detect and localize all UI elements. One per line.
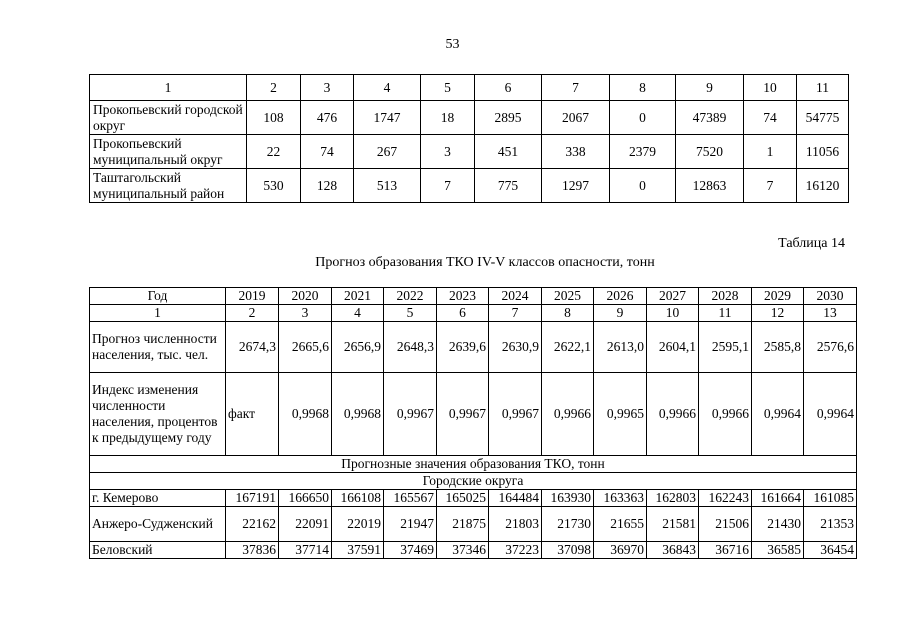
row-label: Прокопьевский городской округ [90,101,247,135]
table-cell: 37098 [542,542,594,559]
year-label: Год [90,288,226,305]
table-14 [89,287,857,559]
table-cell: 530 [247,169,301,203]
column-number: 11 [699,305,752,322]
header-cell: 6 [475,75,542,101]
table-cell: 37346 [437,542,489,559]
table-cell: 2379 [610,135,676,169]
column-number: 10 [647,305,699,322]
table-row [90,101,849,135]
column-number: 12 [752,305,804,322]
table-cell: 21430 [752,507,804,542]
table-cell: 37223 [489,542,542,559]
table-cell: 165025 [437,490,489,507]
table-cell: 108 [247,101,301,135]
table-cell: 2067 [542,101,610,135]
table-cell: 74 [744,101,797,135]
table-cell: 18 [421,101,475,135]
table-cell: 74 [301,135,354,169]
section-title: Прогнозные значения образования ТКО, тонн [90,456,857,473]
table-cell: факт [226,373,279,456]
table-13-continuation [89,74,849,203]
table-cell: 21803 [489,507,542,542]
year-cell: 2023 [437,288,489,305]
table-cell: 0,9966 [699,373,752,456]
table-cell: 36970 [594,542,647,559]
table-cell: 0,9965 [594,373,647,456]
table-cell: 0,9964 [804,373,857,456]
table-cell: 22091 [279,507,332,542]
header-cell: 2 [247,75,301,101]
column-number: 8 [542,305,594,322]
table-cell: 513 [354,169,421,203]
table-cell: 164484 [489,490,542,507]
column-number-row [90,305,857,322]
column-number: 4 [332,305,384,322]
table-cell: 2674,3 [226,322,279,373]
table-cell: 2665,6 [279,322,332,373]
year-cell: 2028 [699,288,752,305]
table-14-title: Прогноз образования ТКО IV-V классов опасности, тонн [315,255,655,270]
table-cell: 167191 [226,490,279,507]
row-label: г. Кемерово [90,490,226,507]
table-cell: 0 [610,169,676,203]
table-cell: 36843 [647,542,699,559]
table-cell: 21581 [647,507,699,542]
table-cell: 21506 [699,507,752,542]
table-cell: 3 [421,135,475,169]
table-cell: 267 [354,135,421,169]
page-number: 53 [445,37,460,52]
table-cell: 21947 [384,507,437,542]
column-number: 7 [489,305,542,322]
table-cell: 21353 [804,507,857,542]
table-cell: 37836 [226,542,279,559]
table-cell: 16120 [797,169,849,203]
table-cell: 37469 [384,542,437,559]
table-cell: 165567 [384,490,437,507]
table-row [90,169,849,203]
table-cell: 2613,0 [594,322,647,373]
table-cell: 162803 [647,490,699,507]
year-cell: 2021 [332,288,384,305]
table-cell: 163363 [594,490,647,507]
header-cell: 4 [354,75,421,101]
table-cell: 161085 [804,490,857,507]
index-row [90,373,857,456]
header-cell: 5 [421,75,475,101]
table-cell: 2595,1 [699,322,752,373]
table-cell: 2630,9 [489,322,542,373]
row-label: Беловский [90,542,226,559]
year-cell: 2022 [384,288,437,305]
table-cell: 2585,8 [752,322,804,373]
column-number: 13 [804,305,857,322]
table-cell: 2622,1 [542,322,594,373]
population-row [90,322,857,373]
table-cell: 7520 [676,135,744,169]
table-cell: 36716 [699,542,752,559]
table-cell: 1747 [354,101,421,135]
table-cell: 2576,6 [804,322,857,373]
year-cell: 2019 [226,288,279,305]
year-cell: 2025 [542,288,594,305]
table-cell: 0,9966 [542,373,594,456]
year-cell: 2026 [594,288,647,305]
table-cell: 2639,6 [437,322,489,373]
year-cell: 2020 [279,288,332,305]
table-cell: 7 [421,169,475,203]
column-number: 6 [437,305,489,322]
header-cell: 10 [744,75,797,101]
table-cell: 161664 [752,490,804,507]
subsection-title-row [90,473,857,490]
column-number: 5 [384,305,437,322]
table-cell: 0,9964 [752,373,804,456]
table-14-label: Таблица 14 [778,236,845,251]
table-cell: 338 [542,135,610,169]
table-cell: 0,9967 [489,373,542,456]
table-cell: 0,9967 [437,373,489,456]
header-cell: 3 [301,75,354,101]
header-cell: 7 [542,75,610,101]
table-cell: 22 [247,135,301,169]
table-cell: 21875 [437,507,489,542]
header-cell: 9 [676,75,744,101]
table-cell: 128 [301,169,354,203]
subsection-title: Городские округа [90,473,857,490]
year-cell: 2029 [752,288,804,305]
year-cell: 2024 [489,288,542,305]
table-cell: 0,9968 [332,373,384,456]
table-cell: 162243 [699,490,752,507]
section-title-row [90,456,857,473]
row-label: Анжеро-Судженский [90,507,226,542]
table-cell: 12863 [676,169,744,203]
column-number: 9 [594,305,647,322]
table-cell: 47389 [676,101,744,135]
year-row [90,288,857,305]
table-cell: 166108 [332,490,384,507]
row-label: Индекс изменения численности населения, процентов к предыдущему году [90,373,226,456]
table-cell: 2895 [475,101,542,135]
table-cell: 37714 [279,542,332,559]
table-cell: 7 [744,169,797,203]
header-cell: 1 [90,75,247,101]
table-cell: 2604,1 [647,322,699,373]
table-row [90,507,857,542]
table-cell: 54775 [797,101,849,135]
table-row [90,542,857,559]
column-number: 2 [226,305,279,322]
table-cell: 166650 [279,490,332,507]
table-header-row [90,75,849,101]
table-cell: 11056 [797,135,849,169]
table-cell: 22019 [332,507,384,542]
table-cell: 1 [744,135,797,169]
year-cell: 2027 [647,288,699,305]
table-cell: 476 [301,101,354,135]
table-row [90,135,849,169]
table-cell: 37591 [332,542,384,559]
table-cell: 163930 [542,490,594,507]
table-cell: 36585 [752,542,804,559]
table-cell: 36454 [804,542,857,559]
table-cell: 451 [475,135,542,169]
table-cell: 0,9967 [384,373,437,456]
table-row [90,490,857,507]
row-label: Прогноз численности населения, тыс. чел. [90,322,226,373]
table-cell: 21655 [594,507,647,542]
table-cell: 22162 [226,507,279,542]
year-cell: 2030 [804,288,857,305]
table-cell: 1297 [542,169,610,203]
header-cell: 11 [797,75,849,101]
table-cell: 0,9966 [647,373,699,456]
table-cell: 775 [475,169,542,203]
row-label: Прокопьевский муниципальный округ [90,135,247,169]
table-cell: 0,9968 [279,373,332,456]
table-cell: 2656,9 [332,322,384,373]
table-cell: 2648,3 [384,322,437,373]
table-cell: 21730 [542,507,594,542]
column-number: 3 [279,305,332,322]
row-label: Таштагольский муниципальный район [90,169,247,203]
table-cell: 0 [610,101,676,135]
header-cell: 8 [610,75,676,101]
column-number: 1 [90,305,226,322]
